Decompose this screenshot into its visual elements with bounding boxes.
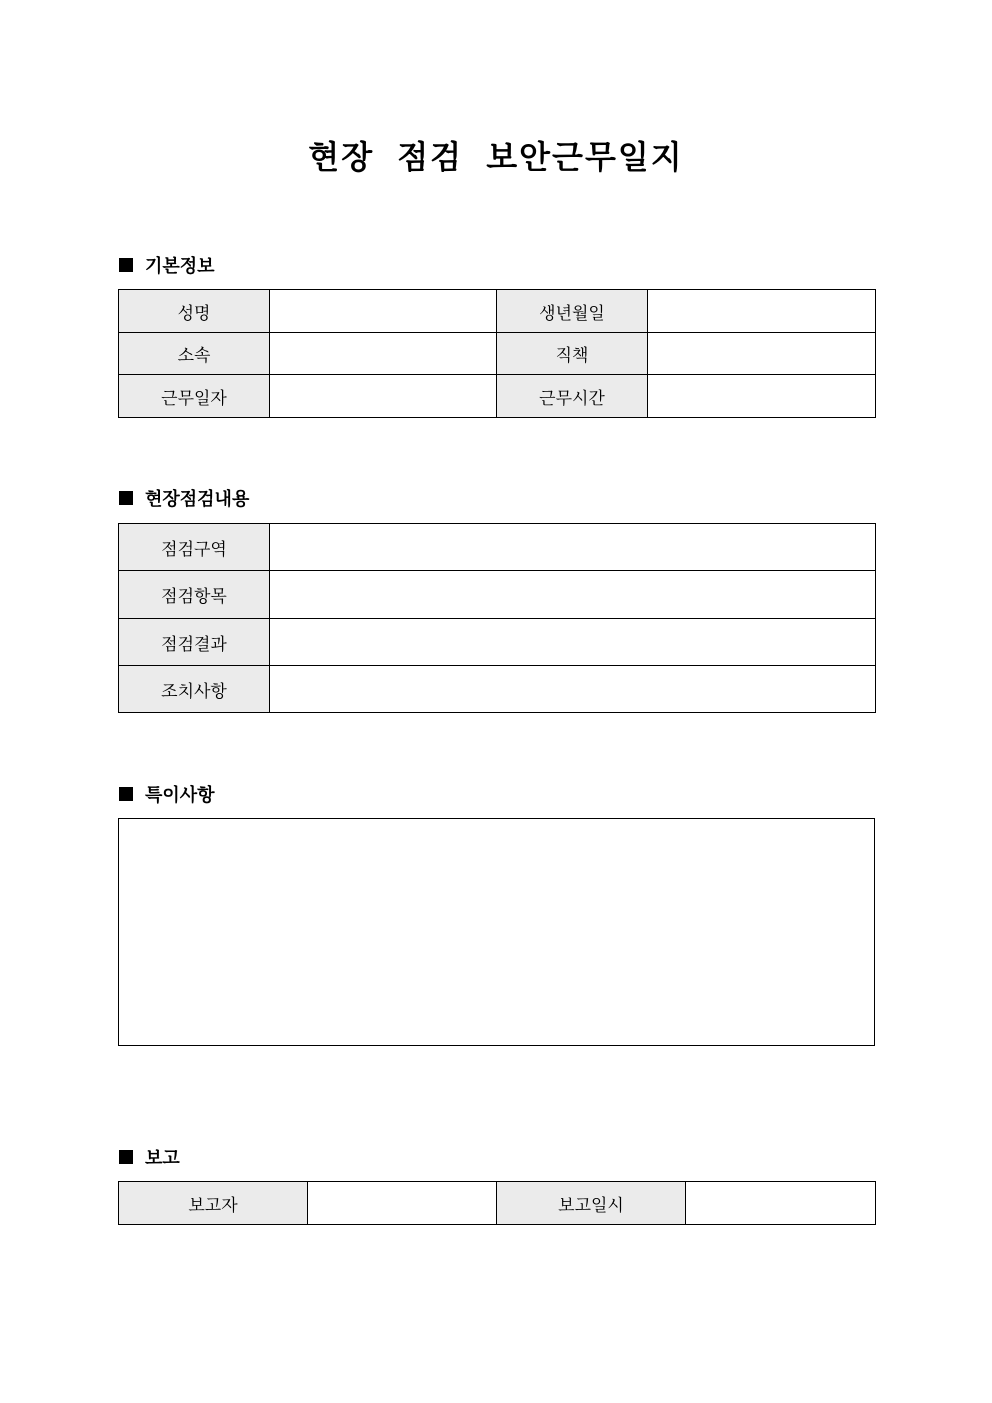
inspection-result-label: 점검결과	[119, 619, 270, 666]
section-heading-label: 현장점검내용	[145, 489, 250, 510]
square-bullet-icon	[119, 258, 133, 272]
position-field[interactable]	[648, 333, 876, 375]
document-title: 현장 점검 보안근무일지	[308, 138, 684, 176]
table-row	[119, 1182, 876, 1225]
inspection-items-field[interactable]	[270, 571, 876, 619]
table-row	[119, 290, 876, 333]
table-row	[119, 333, 876, 375]
table-row	[119, 571, 876, 619]
reporter-field[interactable]	[308, 1182, 497, 1225]
report-table	[118, 1181, 876, 1225]
table-row	[119, 524, 876, 571]
basic-info-table	[118, 289, 876, 418]
birth-date-field[interactable]	[648, 290, 876, 333]
name-label: 성명	[119, 290, 270, 333]
section-heading-report	[119, 1145, 180, 1169]
affiliation-field[interactable]	[270, 333, 497, 375]
special-notes-field[interactable]	[118, 818, 875, 1046]
report-datetime-label: 보고일시	[497, 1182, 686, 1225]
work-time-field[interactable]	[648, 375, 876, 418]
inspection-result-field[interactable]	[270, 619, 876, 666]
section-heading-notes	[119, 782, 215, 806]
section-heading-label: 특이사항	[145, 785, 215, 806]
square-bullet-icon	[119, 787, 133, 801]
reporter-label: 보고자	[119, 1182, 308, 1225]
inspection-area-label: 점검구역	[119, 524, 270, 571]
birth-date-label: 생년월일	[497, 290, 648, 333]
section-heading-basic-info	[119, 253, 215, 277]
table-row	[119, 666, 876, 713]
work-date-label: 근무일자	[119, 375, 270, 418]
affiliation-label: 소속	[119, 333, 270, 375]
inspection-area-field[interactable]	[270, 524, 876, 571]
section-heading-label: 기본정보	[145, 256, 215, 277]
action-taken-field[interactable]	[270, 666, 876, 713]
inspection-table	[118, 523, 876, 713]
report-datetime-field[interactable]	[686, 1182, 876, 1225]
action-taken-label: 조치사항	[119, 666, 270, 713]
table-row	[119, 619, 876, 666]
work-time-label: 근무시간	[497, 375, 648, 418]
square-bullet-icon	[119, 1150, 133, 1164]
square-bullet-icon	[119, 491, 133, 505]
name-field[interactable]	[270, 290, 497, 333]
section-heading-inspection	[119, 486, 249, 510]
table-row	[119, 375, 876, 418]
inspection-items-label: 점검항목	[119, 571, 270, 619]
section-heading-label: 보고	[145, 1148, 180, 1169]
position-label: 직책	[497, 333, 648, 375]
work-date-field[interactable]	[270, 375, 497, 418]
